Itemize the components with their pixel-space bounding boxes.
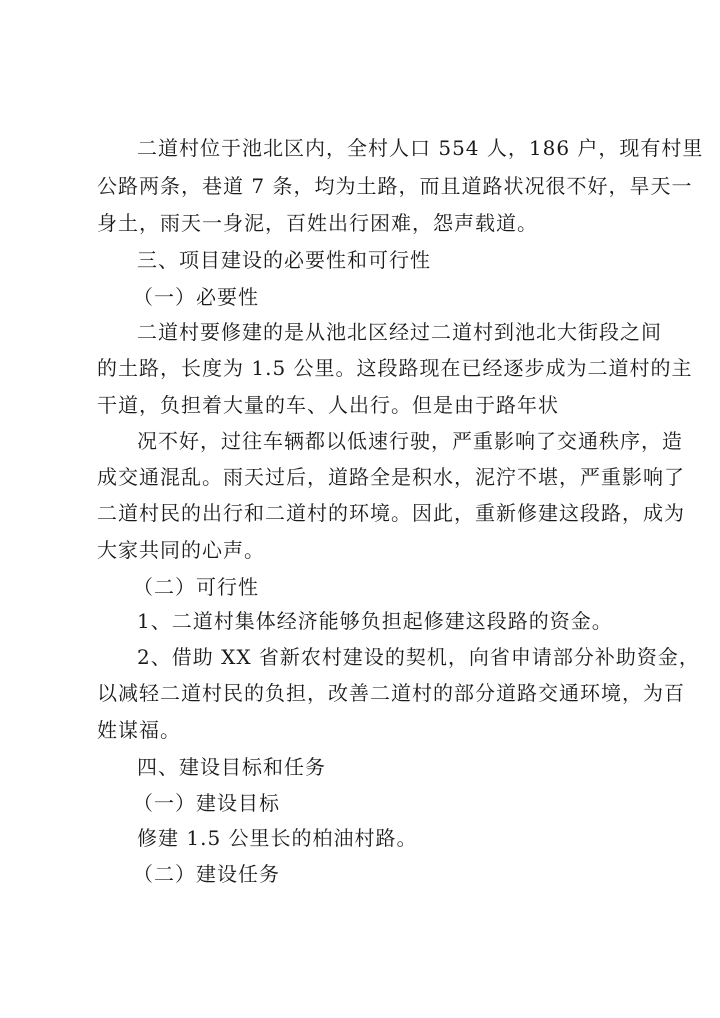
necessity-line-5: 成交通混乱。雨天过后，道路全是积水，泥泞不堪，严重影响了 — [97, 465, 685, 489]
section-3-heading: 三、项目建设的必要性和可行性 — [137, 248, 431, 272]
feasibility-item-2-line-1: 2、借助 XX 省新农村建设的契机，向省申请部分补助资金， — [137, 645, 700, 669]
feasibility-item-1: 1、二道村集体经济能够负担起修建这段路的资金。 — [137, 609, 613, 633]
necessity-line-2: 的土路，长度为 1.5 公里。这段路现在已经逐步成为二道村的主 — [97, 356, 693, 380]
necessity-subheading: （一）必要性 — [133, 285, 259, 309]
feasibility-item-2-line-2: 以减轻二道村民的负担，改善二道村的部分道路交通环境，为百 — [97, 681, 685, 705]
goal-paragraph: 修建 1.5 公里长的柏油村路。 — [137, 826, 418, 850]
necessity-line-3: 干道，负担着大量的车、人出行。但是由于路年状 — [97, 393, 559, 417]
necessity-line-1: 二道村要修建的是从池北区经过二道村到池北大街段之间 — [137, 320, 662, 344]
necessity-line-7: 大家共同的心声。 — [97, 538, 265, 562]
task-subheading: （二）建设任务 — [133, 862, 280, 886]
goal-subheading: （一）建设目标 — [133, 791, 280, 815]
village-intro-line-3: 身土，雨天一身泥，百姓出行困难，怨声载道。 — [97, 211, 538, 235]
village-intro-line-2: 公路两条，巷道 7 条，均为土路，而且道路状况很不好，旱天一 — [97, 174, 693, 198]
necessity-line-4: 况不好，过往车辆都以低速行驶，严重影响了交通秩序，造 — [137, 429, 683, 453]
necessity-line-6: 二道村民的出行和二道村的环境。因此，重新修建这段路，成为 — [97, 501, 685, 525]
section-4-heading: 四、建设目标和任务 — [137, 755, 326, 779]
feasibility-subheading: （二）可行性 — [133, 575, 259, 599]
feasibility-item-2-line-3: 姓谋福。 — [97, 718, 181, 742]
village-intro-line-1: 二道村位于池北区内，全村人口 554 人，186 户，现有村里 — [137, 136, 704, 160]
